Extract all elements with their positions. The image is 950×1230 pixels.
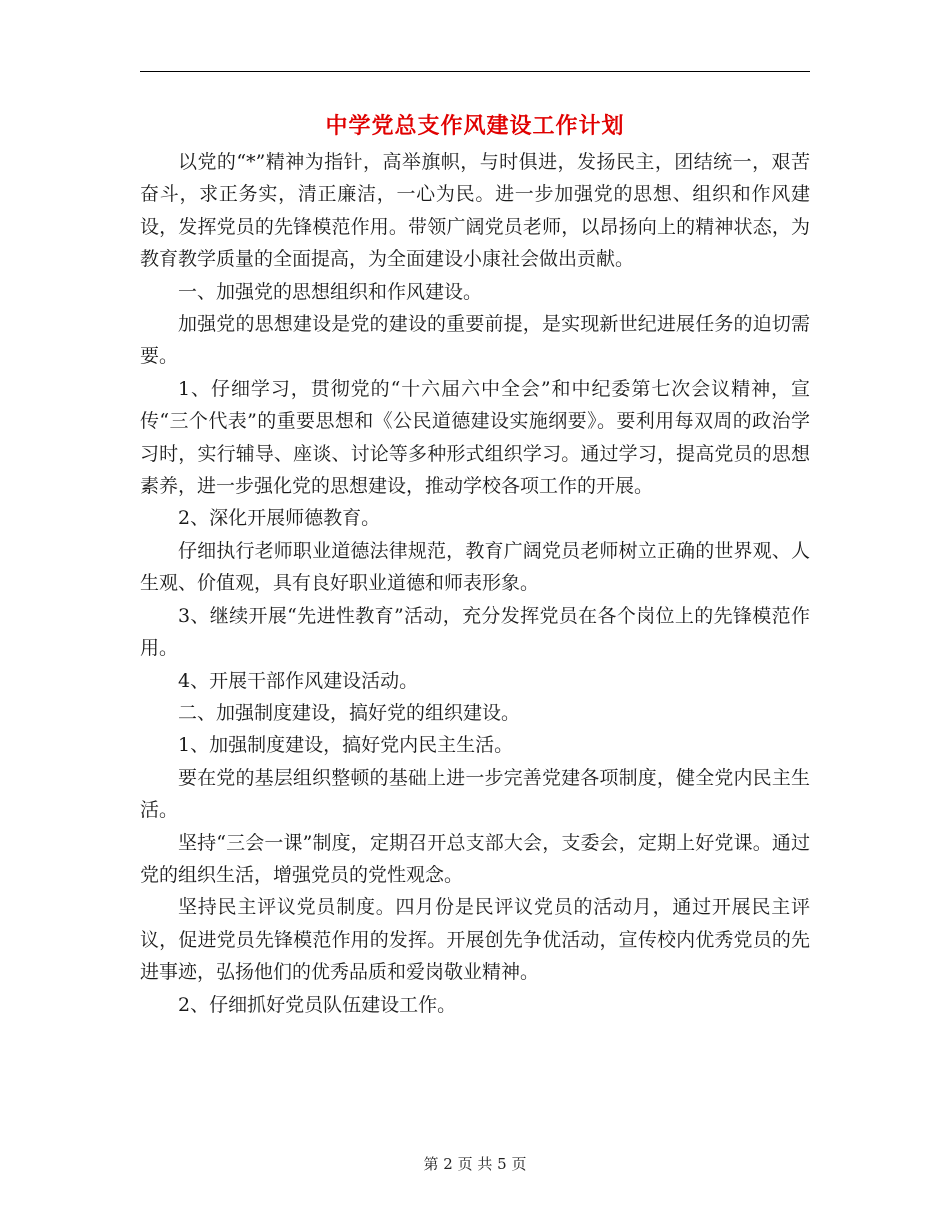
section-heading: 一、加强党的思想组织和作风建设。: [178, 280, 483, 303]
document-title: 中学党总支作风建设工作计划: [325, 113, 625, 139]
paragraph: 仔细执行老师职业道德法律规范，教育广阔党员老师树立正确的世界观、人生观、价值观，具有良好职业道德和师表形象。: [140, 539, 810, 595]
list-item: 2、仔细抓好党员队伍建设工作。: [178, 993, 457, 1016]
paragraph: 加强党的思想建设是党的建设的重要前提，是实现新世纪进展任务的迫切需要。: [140, 313, 810, 368]
document-body: [140, 146, 810, 1021]
list-item: 4、开展干部作风建设活动。: [178, 669, 419, 692]
section-heading: 二、加强制度建设，搞好党的组织建设。: [178, 701, 521, 724]
paragraph: 坚持“三会一课”制度，定期召开总支部大会，支委会，定期上好党课。通过党的组织生活，增强党员的党性观念。: [140, 831, 810, 886]
list-item: 1、仔细学习，贯彻党的“十六届六中全会”和中纪委第七次会议精神，宣传“三个代表”的重要思想和《公民道德建设实施纲要》。要利用每双周的政治学习时，实行辅导、座谈、讨论等多种形式组织学习。通过学习，提高党员的思想素养，进一步强化党的思想建设，推动学校各项工作的开展。: [140, 377, 810, 498]
list-item: 3、继续开展“先进性教育”活动，充分发挥党员在各个岗位上的先锋模范作用。: [140, 604, 810, 660]
header-rule: [140, 71, 810, 72]
paragraph: 以党的“*”精神为指针，高举旗帜，与时俱进，发扬民主，团结统一，艰苦奋斗，求正务实，清正廉洁，一心为民。进一步加强党的思想、组织和作风建设，发挥党员的先锋模范作用。带领广阔党员老师，以昂扬向上的精神状态，为教育教学质量的全面提高，为全面建设小康社会做出贡献。: [140, 151, 810, 271]
paragraph: 坚持民主评议党员制度。四月份是民评议党员的活动月，通过开展民主评议，促进党员先锋模范作用的发挥。开展创先争优活动，宣传校内优秀党员的先进事迹，弘扬他们的优秀品质和爱岗敬业精神。: [140, 896, 810, 984]
list-item: 2、深化开展师德教育。: [178, 507, 381, 530]
list-item: 1、加强制度建设，搞好党内民主生活。: [178, 734, 514, 757]
page-number: 第 2 页 共 5 页: [423, 1155, 527, 1173]
paragraph: 要在党的基层组织整顿的基础上进一步完善党建各项制度，健全党内民主生活。: [140, 766, 810, 822]
